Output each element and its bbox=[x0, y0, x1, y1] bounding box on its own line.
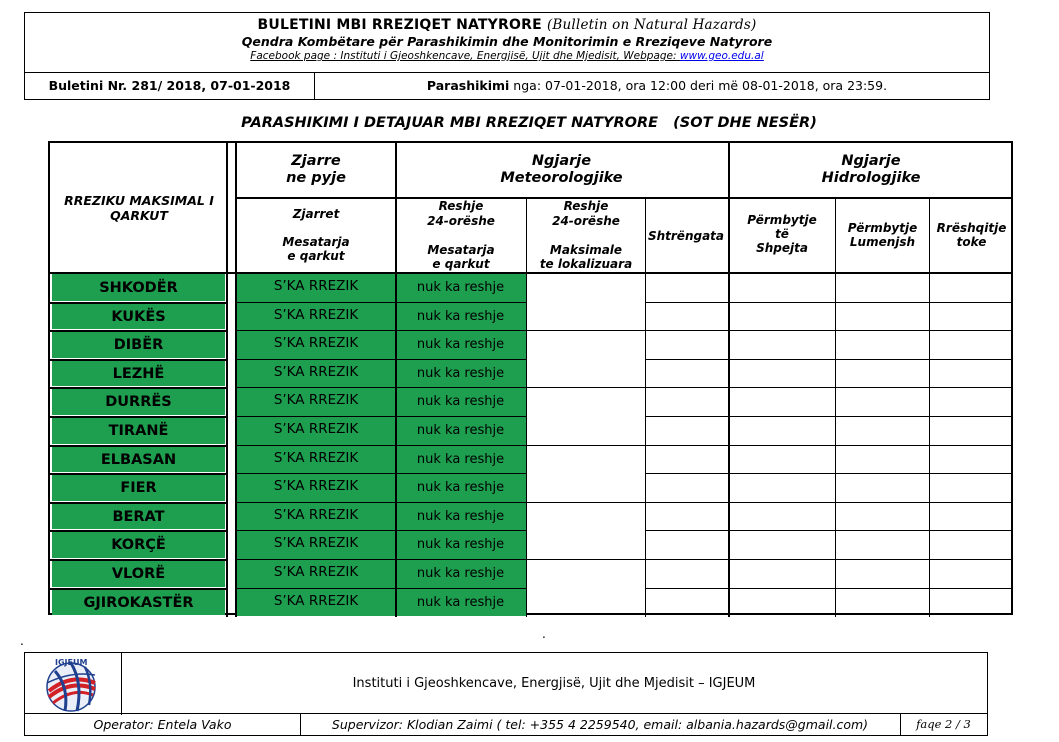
grid-hline bbox=[395, 359, 526, 360]
grid-vline bbox=[235, 143, 237, 617]
grid-hline bbox=[50, 302, 226, 304]
grid-hline bbox=[50, 359, 226, 361]
flash-flood-subheader: Përmbytje të Shpejta bbox=[747, 213, 817, 255]
grid-hline bbox=[237, 197, 1013, 199]
section-title bbox=[24, 115, 1034, 131]
institute-name: Instituti i Gjeoshkencave, Energjisë, Ujit dhe Mjedisit – IGJEUM bbox=[352, 676, 756, 691]
igjeum-logo bbox=[25, 653, 122, 715]
rain-value: nuk ka reshje bbox=[416, 365, 505, 381]
title-main: BULETINI MBI RREZIQET NATYRORE bbox=[257, 17, 542, 33]
storm-subheader: Shtrëngata bbox=[647, 229, 725, 243]
fire-risk: S’KA RREZIK bbox=[273, 449, 359, 466]
forecast-label: Parashikimi bbox=[426, 78, 510, 93]
grid-hline bbox=[645, 416, 1013, 417]
hazards-table bbox=[48, 141, 1013, 615]
region-name: KUKËS bbox=[111, 308, 166, 325]
bulletin-number: Buletini Nr. 281/ 2018, 07-01-2018 bbox=[25, 73, 315, 99]
forecast-text: nga: 07-01-2018, ora 12:00 deri më 08-01-2018, ora 23:59. bbox=[513, 78, 888, 93]
supervisor-contact: Supervizor: Klodian Zaimi ( tel: +355 4 2259540, email: albania.hazards@gmail.com) bbox=[300, 714, 901, 735]
grid-hline bbox=[645, 359, 1013, 360]
webpage-link[interactable]: www.geo.edu.al bbox=[679, 50, 764, 62]
grid-hline bbox=[237, 416, 395, 417]
grid-hline bbox=[50, 387, 226, 389]
region-name: DURRËS bbox=[105, 394, 172, 411]
grid-hline bbox=[237, 445, 395, 446]
fire-risk: S’KA RREZIK bbox=[273, 278, 359, 294]
grid-vline bbox=[835, 199, 836, 617]
logo-text: IGJEUM bbox=[55, 658, 88, 667]
operator: Operator: Entela Vako bbox=[25, 714, 301, 735]
forecast-period bbox=[325, 73, 989, 99]
meteo-group-header: Ngjarje Meteorologjike bbox=[500, 153, 623, 186]
fire-risk: S’KA RREZIK bbox=[273, 506, 359, 523]
grid-hline bbox=[645, 559, 1013, 560]
fire-risk: S’KA RREZIK bbox=[273, 421, 359, 437]
bulletin-info-row bbox=[24, 73, 990, 100]
grid-hline bbox=[237, 559, 395, 560]
grid-hline bbox=[50, 272, 1013, 274]
grid-hline bbox=[395, 502, 645, 503]
river-flood-subheader: Përmbytje Lumenjsh bbox=[847, 221, 918, 249]
region-name: TIRANË bbox=[108, 423, 169, 439]
fire-group-header: Zjarre ne pyje bbox=[286, 153, 346, 186]
rain-value: nuk ka reshje bbox=[416, 508, 505, 524]
grid-vline bbox=[395, 143, 397, 617]
grid-hline bbox=[395, 302, 526, 303]
dot-mark: . bbox=[542, 627, 546, 641]
region-name: KORÇË bbox=[111, 537, 166, 554]
rain-max-subheader: Reshje 24-orëshe Maksimale te lokalizuara bbox=[539, 199, 633, 271]
grid-hline bbox=[395, 473, 526, 474]
region-name: VLORË bbox=[111, 566, 166, 582]
rain-avg-subheader: Reshje 24-orëshe Mesatarja e qarkut bbox=[427, 199, 495, 271]
grid-hline bbox=[395, 588, 526, 589]
grid-hline bbox=[237, 302, 395, 303]
grid-vline bbox=[728, 143, 730, 617]
title-english: (Bulletin on Natural Hazards) bbox=[546, 17, 757, 33]
footer-info-row bbox=[24, 714, 988, 736]
grid-hline bbox=[50, 445, 226, 447]
fire-risk: S’KA RREZIK bbox=[273, 478, 359, 495]
bulletin-title bbox=[25, 17, 989, 33]
grid-hline bbox=[645, 530, 1013, 531]
fire-risk: S’KA RREZIK bbox=[273, 363, 359, 380]
footer-box bbox=[24, 652, 988, 714]
grid-hline bbox=[237, 588, 395, 589]
fire-risk: S’KA RREZIK bbox=[273, 392, 359, 409]
rain-value: nuk ka reshje bbox=[416, 594, 505, 610]
grid-hline bbox=[50, 530, 226, 532]
region-col-header: RREZIKU MAKSIMAL I QARKUT bbox=[64, 193, 214, 223]
grid-hline bbox=[395, 416, 526, 417]
grid-hline bbox=[50, 559, 226, 561]
bulletin-header bbox=[24, 12, 990, 73]
fire-risk: S’KA RREZIK bbox=[273, 592, 359, 609]
grid-hline bbox=[645, 588, 1013, 589]
rain-value: nuk ka reshje bbox=[416, 423, 505, 438]
page-number: faqe 2 / 3 bbox=[916, 717, 971, 731]
region-name: SHKODËR bbox=[99, 280, 178, 296]
dot-mark: . bbox=[20, 634, 24, 648]
fire-risk: S’KA RREZIK bbox=[273, 564, 359, 580]
rain-value: nuk ka reshje bbox=[416, 451, 505, 467]
rain-value: nuk ka reshje bbox=[416, 394, 505, 410]
hydro-group-header: Ngjarje Hidrologjike bbox=[821, 153, 921, 186]
landslide-subheader: Rrëshqitje toke bbox=[936, 221, 1007, 249]
facebook-text: Facebook page : Instituti i Gjeoshkencave, Energjisë, Ujit dhe Mjedisit, Webpage: bbox=[250, 50, 677, 62]
rain-value: nuk ka reshje bbox=[416, 280, 505, 295]
grid-hline bbox=[395, 445, 645, 446]
grid-hline bbox=[645, 330, 1013, 331]
grid-vline bbox=[645, 199, 646, 617]
grid-vline bbox=[526, 199, 527, 617]
fire-risk: S’KA RREZIK bbox=[273, 335, 359, 352]
fire-risk: S’KA RREZIK bbox=[273, 535, 359, 552]
globe-logo-icon bbox=[25, 653, 121, 715]
grid-hline bbox=[645, 445, 1013, 446]
facebook-line bbox=[25, 50, 989, 62]
rain-value: nuk ka reshje bbox=[416, 566, 505, 581]
fire-risk: S’KA RREZIK bbox=[273, 306, 359, 323]
region-name: ELBASAN bbox=[100, 451, 177, 468]
grid-hline bbox=[645, 473, 1013, 474]
rain-value: nuk ka reshje bbox=[416, 308, 505, 324]
grid-hline bbox=[237, 359, 395, 360]
grid-hline bbox=[645, 302, 1013, 303]
center-name: Qendra Kombëtare për Parashikimin dhe Monitorimin e Rreziqeve Natyrore bbox=[241, 34, 773, 49]
rain-value: nuk ka reshje bbox=[416, 337, 505, 353]
region-name: BERAT bbox=[112, 508, 165, 525]
grid-hline bbox=[50, 473, 226, 475]
region-name: DIBËR bbox=[113, 337, 164, 354]
grid-hline bbox=[237, 330, 395, 331]
grid-vline bbox=[929, 199, 930, 617]
grid-hline bbox=[395, 330, 645, 331]
fire-subheader: Zjarret Mesatarja e qarkut bbox=[282, 207, 350, 263]
grid-hline bbox=[237, 387, 395, 388]
grid-hline bbox=[237, 502, 395, 503]
grid-hline bbox=[645, 502, 1013, 503]
grid-hline bbox=[50, 502, 226, 504]
rain-value: nuk ka reshje bbox=[416, 537, 505, 553]
grid-hline bbox=[395, 387, 645, 388]
grid-hline bbox=[50, 416, 226, 418]
rain-value: nuk ka reshje bbox=[416, 480, 505, 496]
grid-vline bbox=[226, 143, 228, 617]
region-name: LEZHË bbox=[112, 365, 165, 382]
grid-hline bbox=[237, 530, 395, 531]
grid-hline bbox=[50, 330, 226, 332]
grid-hline bbox=[237, 473, 395, 474]
grid-hline bbox=[395, 559, 645, 560]
grid-hline bbox=[50, 588, 226, 590]
section-title-text: PARASHIKIMI I DETAJUAR MBI RREZIQET NATYRORE (SOT DHE NESËR) bbox=[241, 115, 817, 131]
grid-hline bbox=[395, 530, 526, 531]
region-name: FIER bbox=[120, 480, 157, 497]
region-name: GJIROKASTËR bbox=[83, 594, 194, 611]
grid-hline bbox=[645, 387, 1013, 388]
